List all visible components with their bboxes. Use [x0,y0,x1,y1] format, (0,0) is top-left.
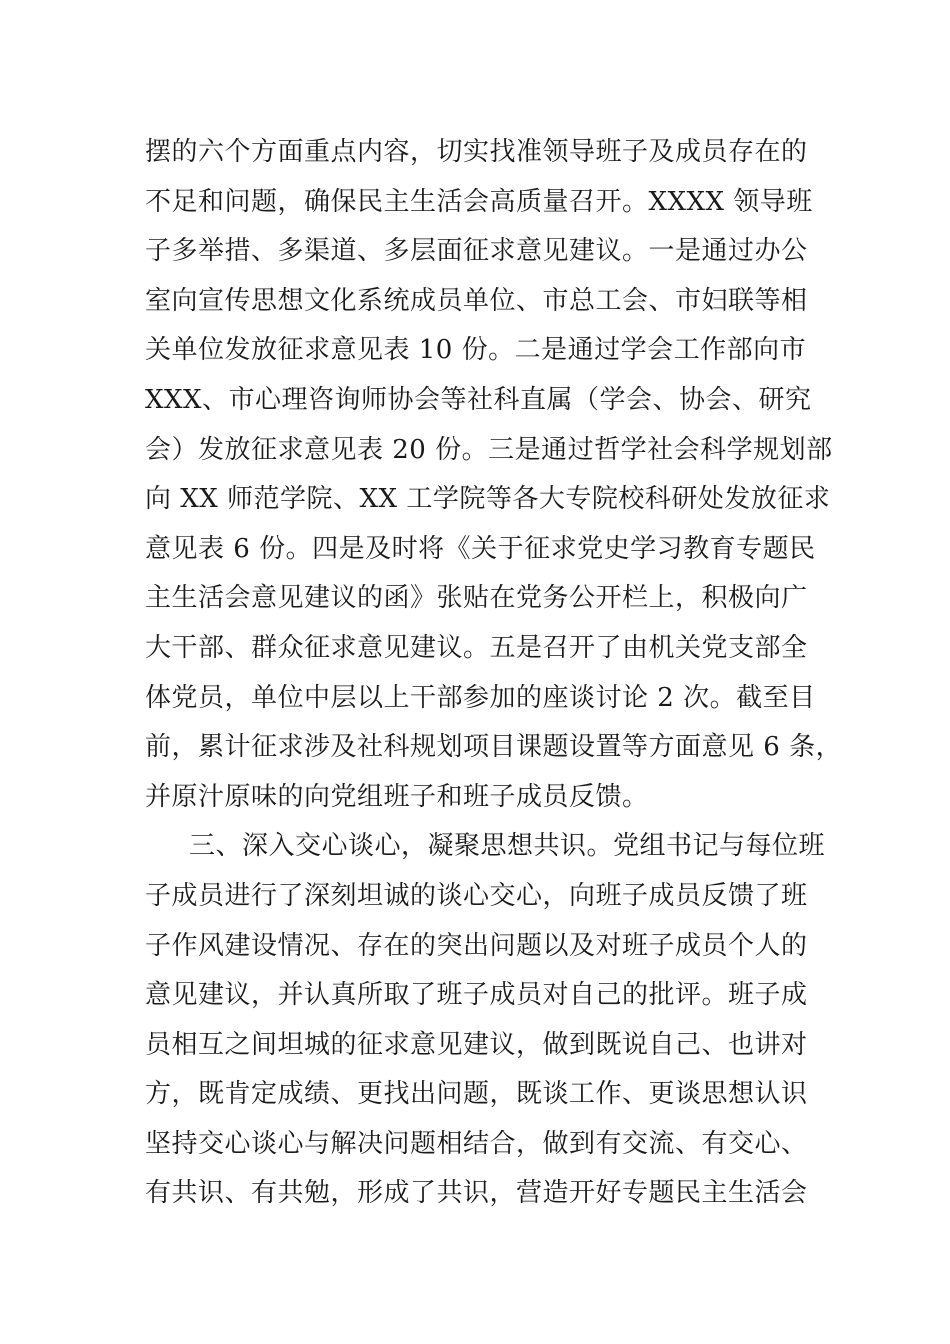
text-line: 并原汁原味的向党组班子和班子成员反馈。 [145,781,649,812]
text-line: XXX、市心理咨询师协会等社科直属（学会、协会、研究 [145,384,812,415]
text-line: 关单位发放征求意见表 10 份。二是通过学会工作部向市 [145,335,807,366]
text-line: 不足和问题，确保民主生活会高质量召开。XXXX 领导班 [145,186,813,217]
text-line: 主生活会意见建议的函》张贴在党务公开栏上，积极向广 [145,583,808,614]
text-line: 有共识、有共勉，形成了共识，营造开好专题民主生活会 [145,1178,808,1209]
paragraph-start-line: 三、深入交心谈心，凝聚思想共识。党组书记与每位班 [189,831,826,862]
text-line: 摆的六个方面重点内容，切实找准领导班子及成员存在的 [145,137,808,167]
text-line: 子多举措、多渠道、多层面征求意见建议。一是通过办公 [145,236,808,267]
text-line: 意见表 6 份。四是及时将《关于征求党史学习教育专题民 [145,533,816,564]
text-line: 大干部、群众征求意见建议。五是召开了由机关党支部全 [145,632,808,663]
text-line: 员相互之间坦城的征求意见建议，做到既说自己、也讲对 [145,1029,808,1060]
text-line: 子作风建设情况、存在的突出问题以及对班子成员个人的 [145,930,808,961]
text-line: 向 XX 师范学院、XX 工学院等各大专院校科研处发放征求 [145,484,831,515]
text-line: 会）发放征求意见表 20 份。三是通过哲学社会科学规划部 [145,434,833,465]
text-line: 前，累计征求涉及社科规划项目课题设置等方面意见 6 条， [145,732,843,763]
text-line: 意见建议，并认真所取了班子成员对自己的批评。班子成 [145,980,808,1011]
body-text [145,128,843,1219]
text-line: 方，既肯定成绩、更找出问题，既谈工作、更谈思想认识 [145,1079,808,1110]
text-line: 坚持交心谈心与解决问题相结合，做到有交流、有交心、 [145,1128,808,1159]
text-line: 体党员，单位中层以上干部参加的座谈讨论 2 次。截至目 [145,682,816,713]
text-line: 子成员进行了深刻坦诚的谈心交心，向班子成员反馈了班 [145,880,808,911]
text-line: 室向宣传思想文化系统成员单位、市总工会、市妇联等相 [145,285,808,316]
